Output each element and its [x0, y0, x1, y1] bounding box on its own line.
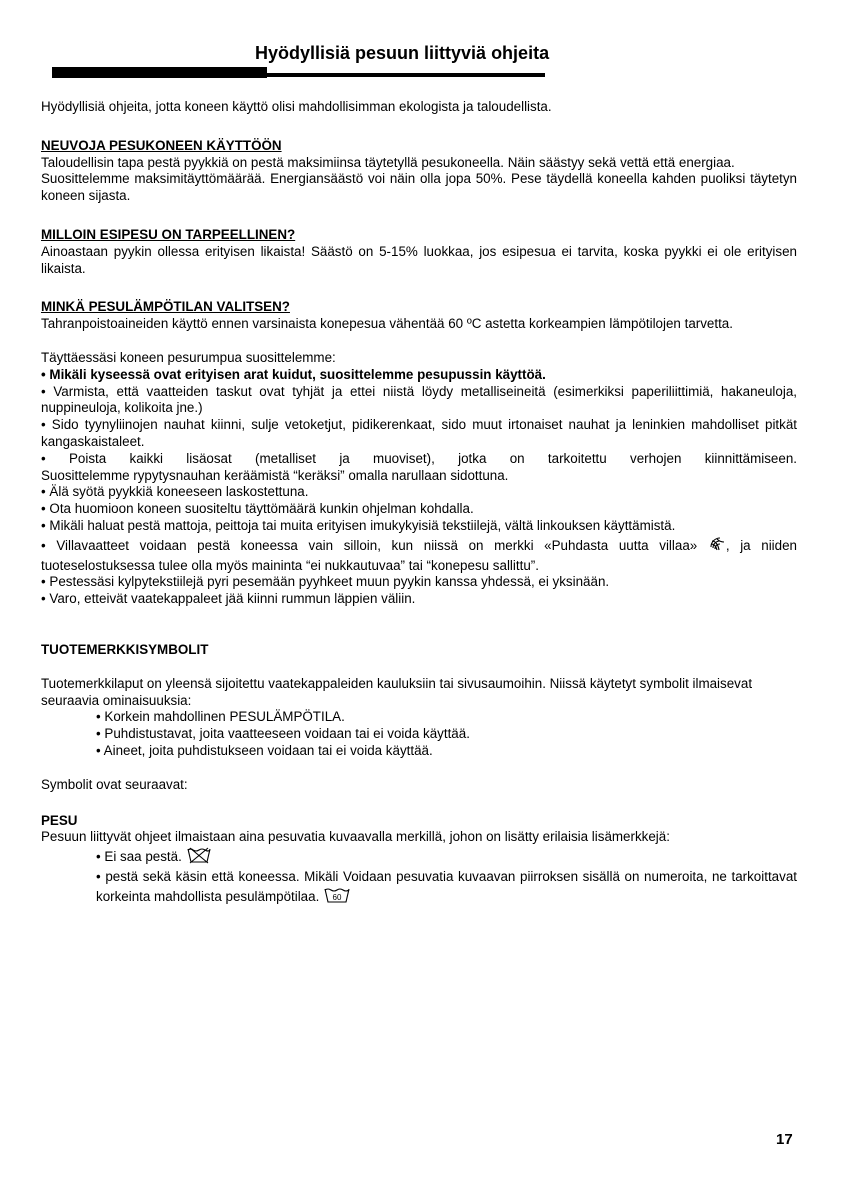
loading-bullet-towels: • Pestessäsi kylpytekstiilejä pyri pesemään pyyhkeet muun pyykin kanssa yhdessä, ei yksinään.: [41, 574, 610, 590]
section-heading-wash: PESU: [41, 812, 78, 828]
symbols-paragraph: Tuotemerkkilaput on yleensä sijoitettu vaatekappaleiden kauluksiin tai sivusaumoihin. Niissä käytetyt symbolit ilmaisevat seuraavia ominaisuuksia:: [41, 675, 753, 708]
title-rule-thick: [52, 67, 267, 78]
wool-mark-icon: [708, 535, 726, 558]
wash-60-icon-number: 60: [332, 892, 342, 902]
wash-item-no-wash: [41, 846, 797, 869]
wash-60-icon: [323, 886, 351, 909]
intro-text: Hyödyllisiä ohjeita, jotta koneen käyttö olisi mahdollisimman ekologista ja taloudellista.: [41, 99, 552, 114]
usage-paragraph-2: Suosittelemme maksimitäyttömäärää. Energiansäästö voi näin olla jopa 50%. Pese täydellä koneella kahden puoliksi täytetyn koneen sijasta.: [41, 171, 797, 204]
wash-item-temperature-text: • pestä sekä käsin että koneessa. Mikäli Voidaan pesuvatia kuvaavan piirroksen sisällä on numeroita, ne tarkoittavat korkeinta mahdollista pesulämpötilaa.: [96, 868, 797, 904]
loading-bullet-pockets: • Varmista, että vaatteiden taskut ovat tyhjät ja ettei niistä löydy metalliseineitä (esimerkiksi paperiliittimiä, hakaneuloja, nuppineuloja, kolikoita jne.): [41, 383, 797, 416]
wash-item-no-wash-text: • Ei saa pestä.: [96, 849, 182, 865]
do-not-wash-icon: [186, 846, 212, 869]
temperature-paragraph: Tahranpoistoaineiden käyttö ennen varsinaista konepesua vähentää 60 ºC astetta korkeampien lämpötilojen tarvetta.: [41, 316, 733, 332]
loading-bullet-delicate: • Mikäli kyseessä ovat erityisen arat kuidut, suosittelemme pesupussin käyttöä.: [41, 366, 546, 382]
wool-text-1: • Villavaatteet voidaan pestä koneessa vain silloin, kun niissä on merkki «Puhdasta uutta villaa»: [41, 537, 698, 553]
loading-bullet-drum: • Varo, etteivät vaatekappaleet jää kiinni rummun läppien väliin.: [41, 591, 416, 607]
loading-bullet-wool: [41, 535, 797, 575]
loading-bullet-capacity: • Ota huomioon koneen suositeltu täyttömäärä kunkin ohjelman kohdalla.: [41, 501, 474, 517]
loading-bullet-curtains: • Poista kaikki lisäosat (metalliset ja muoviset), jotka on tarkoitettu verhojen kiinnittämiseen.: [41, 450, 797, 466]
document-body: [41, 99, 797, 908]
loading-bullet-ties: • Sido tyynyliinojen nauhat kiinni, sulje vetoketjut, pidikerenkaat, sido muut irtonaiset nauhat ja leninkien mahdolliset pitkät kangaskaistaleet.: [41, 417, 797, 449]
loading-bullet-rugs: • Mikäli haluat pestä mattoja, peittoja tai muita erityisen imukykyisiä tekstiilejä, vältä linkouksen käyttämistä.: [41, 517, 676, 533]
prewash-paragraph: Ainoastaan pyykin ollessa erityisen likaista! Säästö on 5-15% luokkaa, jos esipesua ei tarvita, koska pyykki ei ole erityisen likaista.: [41, 243, 797, 276]
wash-item-temperature: [41, 869, 797, 909]
symbols-follow: Symbolit ovat seuraavat:: [41, 776, 188, 792]
page-number: 17: [776, 1131, 793, 1148]
usage-paragraph-1: Taloudellisin tapa pestä pyykkiä on pestä maksimiinsa täytetyllä pesukoneella. Näin säästyy sekä vettä että energiaa.: [41, 154, 735, 170]
loading-intro: Täyttäessäsi koneen pesurumpua suosittelemme:: [41, 349, 336, 365]
section-heading-prewash: MILLOIN ESIPESU ON TARPEELLINEN?: [41, 226, 296, 242]
wool-text-2: , ja niiden tuoteselostuksessa tulee olla myös maininta “ei nukkautuvaa” tai “konepesu sallittu”.: [41, 537, 797, 573]
symbols-item-2: • Puhdistustavat, joita vaatteeseen voidaan tai ei voida käyttää.: [96, 726, 470, 742]
section-heading-usage: NEUVOJA PESUKONEEN KÄYTTÖÖN: [41, 137, 282, 153]
wash-paragraph: Pesuun liittyvät ohjeet ilmaistaan aina pesuvatia kuvaavalla merkillä, johon on lisätty erilaisia lisämerkkejä:: [41, 829, 670, 845]
symbols-item-3: • Aineet, joita puhdistukseen voidaan tai ei voida käyttää.: [96, 742, 433, 758]
page-title-text: Hyödyllisiä pesuun liittyviä ohjeita: [255, 43, 550, 63]
symbols-item-1: • Korkein mahdollinen PESULÄMPÖTILA.: [96, 709, 345, 725]
title-rule-thin: [265, 73, 545, 77]
section-heading-symbols: TUOTEMERKKISYMBOLIT: [41, 641, 209, 657]
loading-bullet-folded: • Älä syötä pyykkiä koneeseen laskostettuna.: [41, 484, 309, 500]
loading-bullet-curtains-note: Suosittelemme rypytysnauhan keräämistä “keräksi” omalla narullaan sidottuna.: [41, 467, 509, 483]
section-heading-temperature: MINKÄ PESULÄMPÖTILAN VALITSEN?: [41, 299, 290, 315]
